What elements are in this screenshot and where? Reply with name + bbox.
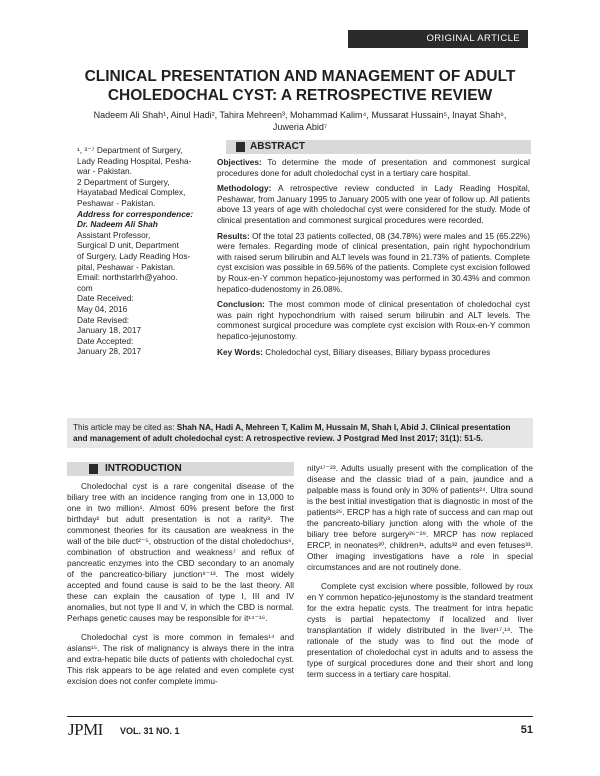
conclusion-label: Conclusion: (217, 299, 265, 310)
conclusion-text: The most common mode of clinical presentation of choledochal cyst was pain right hypochondrium with raised serum bilirubin and ALT levels. The commonest surgical procedure was complete cyst excision with Roux-en-Y common hepatico-jejunostomy. (217, 299, 530, 341)
keywords-label: Key Words: (217, 346, 263, 357)
results-label: Results: (217, 230, 250, 241)
paragraph: Choledochal cyst is more common in females¹⁴ and asians¹⁵. The risk of malignancy is always there in the intra and extra-hepatic bile ducts of patients with choledochal cyst. This risk appears to be age related and even complete cyst excision does not confer complete immu- (67, 632, 294, 686)
affil-line: of Surgery, Lady Reading Hos- (77, 250, 191, 261)
introduction-heading-bar (67, 462, 294, 476)
authors-line-1: Nadeem Ali Shah¹, Ainul Hadi², Tahira Mehreen³, Mohammad Kalim⁴, Mussarat Hussain⁵, Inayat Shah⁶, (93, 110, 507, 120)
citation-box (67, 418, 533, 448)
journal-logo: JPMI (68, 720, 103, 739)
date-received-label: Date Received: (77, 293, 134, 304)
volume-label: VOL. 31 NO. 1 (120, 726, 180, 736)
title-line-2: CHOLEDOCHAL CYST: A RETROSPECTIVE REVIEW (107, 87, 493, 104)
date-accepted-label: Date Accepted: (77, 335, 134, 346)
author-list (62, 109, 538, 133)
affil-line: 2 Department of Surgery, (77, 176, 170, 187)
abstract-results (217, 231, 530, 295)
abstract-heading-bar (226, 140, 531, 154)
results-text: Of the total 23 patients collected, 08 (34.78%) were males and 15 (65.22%) were females. Regarding mode of clinical presentation, pain right hypochondrium with raised serum bilirubin and ALT levels was found in 21.73% of patients. Complete cyst excision was possible in 69.56% of the patients. Complete cyst excision followed by Roux-en-Y common hepatico-jejunostomy was performed in 30.43% and common hepatico-dudenostomy in 26.08%. (217, 230, 530, 294)
citation-prefix: This article may be cited as: (73, 423, 177, 432)
affil-line: Peshawar - Pakistan. (77, 197, 156, 208)
abstract-heading: ABSTRACT (250, 141, 305, 152)
date-revised: January 18, 2017 (77, 325, 142, 336)
title-line-1: CLINICAL PRESENTATION AND MANAGEMENT OF ADULT (84, 68, 516, 85)
keywords-text: Choledochal cyst, Biliary diseases, Biliary bypass procedures (262, 346, 491, 357)
body-column-left (67, 481, 294, 695)
methodology-label: Methodology: (217, 183, 272, 194)
affil-line: Surgical D unit, Department (77, 240, 179, 251)
affil-line: ¹, ³⁻⁷ Department of Surgery, (77, 145, 183, 155)
introduction-heading: INTRODUCTION (105, 463, 182, 474)
paragraph: Choledochal cyst is a rare congenital disease of the biliary tree with an incidence ranging from one in 13,000 to one in two million¹. Almost 60% present before the first birthday² but adult presentation is not a rarity³. The commonest theories for its causation are weakness in the wall of the bile duct²⁻⁵, obstruction of the distal choledochus⁶, combination of obstruction and weakness⁷ and reflux of pancreatic enzymes into the CBD secondary to an anomaly of the pancreatico-biliary junction⁸⁻¹³. The most widely accepted and found cause is said to be the last theory. All these can explain the causation of type I, III and IV anomalies, but not type II and V, in which the CBD is normal. Perhaps genetic causes may be responsible for it¹⁴⁻¹⁶. (67, 481, 294, 623)
email-line: com (77, 282, 93, 293)
correspondence-label: Address for correspondence: (77, 208, 194, 219)
methodology-text: A retrospective review conducted in Lady Reading Hospital, Peshawar, from January 1995 to January 2005 with one year of follow up. All patients above 13 years of age with choledochal cyst were considered for the study. Mode of clinical presentation and commonest surgical procedures were recorded. (217, 183, 530, 225)
objectives-text: To determine the mode of presentation and commonest surgical procedures done for adult choledochal cyst in a tertiary care hospital. (217, 157, 530, 178)
heading-square-icon (89, 464, 98, 474)
date-accepted: January 28, 2017 (77, 346, 142, 357)
heading-square-icon (236, 142, 245, 152)
citation-text: Shah NA, Hadi A, Mehreen T, Kalim M, Hussain M, Shah I, Abid J. Clinical presentation and management of adult choledochal cyst: A retrospective review. J Postgrad Med Inst 2017; 31(1): 51-5. (73, 423, 511, 443)
objectives-label: Objectives: (217, 157, 262, 167)
paragraph: Complete cyst excision where possible, followed by roux en Y common hepatico-jejunostomy is the standard treatment for the extra hepatic cysts. The treatment for intra hepatic cysts is partial hepatectomy if localized and liver transplantation if widely distributed in the liver¹⁷,¹⁸. The rationale of the study was to find out the mode of presentation of choledochal cyst in adults and to assess the type of surgical procedures done and their short and long term success in a tertiary care hospital. (307, 581, 533, 679)
footer-divider (67, 716, 533, 717)
affil-line: Hayatabad Medical Complex, (77, 187, 186, 198)
affil-line: war - Pakistan. (77, 166, 132, 177)
authors-line-2: Juweria Abid⁷ (272, 122, 328, 132)
abstract-keywords (217, 347, 530, 358)
affil-line: pital, Peshawar - Pakistan. (77, 261, 176, 272)
body-column-right (307, 463, 533, 688)
affil-line: Lady Reading Hospital, Pesha- (77, 155, 192, 166)
page-number: 51 (520, 724, 533, 736)
article-type-tag: ORIGINAL ARTICLE (348, 30, 528, 48)
email-line: Email: northstarlrh@yahoo. (77, 272, 178, 283)
affil-line: Assistant Professor, (77, 229, 151, 240)
affiliation-sidebar (77, 145, 217, 357)
abstract-objectives (217, 157, 530, 178)
correspondence-name: Dr. Nadeem Ali Shah (77, 219, 158, 230)
date-revised-label: Date Revised: (77, 314, 130, 325)
abstract-methodology (217, 183, 530, 225)
abstract-body (217, 157, 530, 362)
abstract-conclusion (217, 299, 530, 341)
date-received: May 04, 2016 (77, 303, 128, 314)
paragraph: nity¹⁷⁻²³. Adults usually present with the complication of the disease and the classic triad of a pain, jaundice and a palpable mass is found only in 30% of patients²⁴. Ultra sound is the best initial investigation that is diagnostic in most of the patients²⁵. ERCP has a high rate of success and can map out the pancreato-biliary junction along with the whole of the biliary tree before surgery²⁶⁻²⁹. MRCP has now replaced ERCP, in neonates³⁰, children³¹, adults³² and even fetuses³³. Other imaging investigations have a role in special circumstances and are not routinely done. (307, 463, 533, 572)
article-title (60, 67, 540, 105)
